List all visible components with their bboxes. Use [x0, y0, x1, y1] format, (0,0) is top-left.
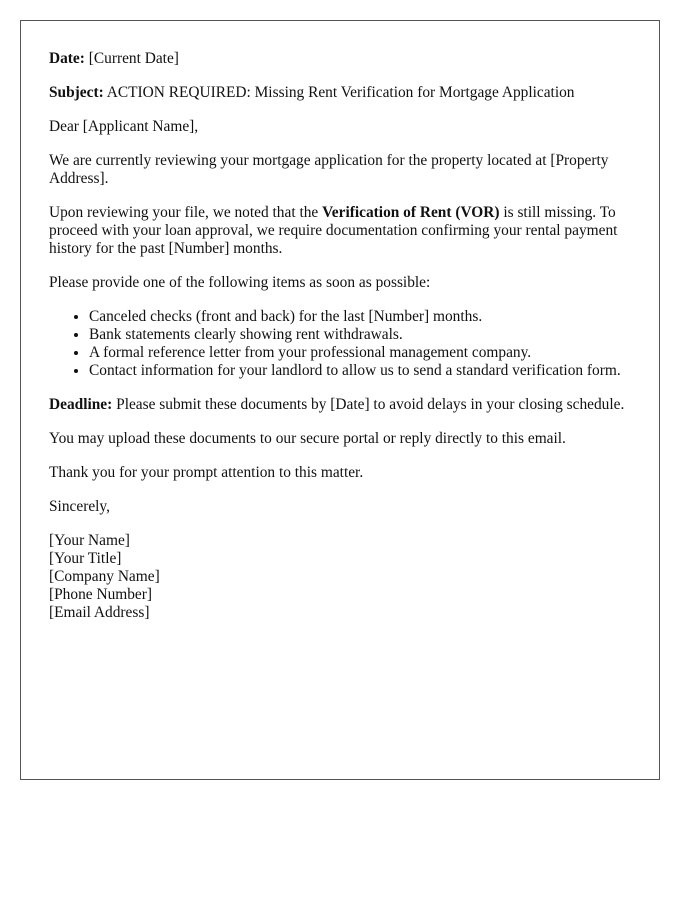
- letter-body: [20, 20, 660, 780]
- list-item: • Contact information for your landlord to allow us to send a standard verification form.: [89, 362, 631, 380]
- thanks-paragraph: Thank you for your prompt attention to this matter.: [49, 464, 364, 481]
- closing: Sincerely,: [49, 498, 110, 515]
- signature-title: [Your Title]: [49, 550, 122, 567]
- list-item: • Canceled checks (front and back) for the last [Number] months.: [89, 308, 631, 326]
- signature-block: [49, 532, 631, 622]
- intro-paragraph: We are currently reviewing your mortgage application for the property located at [Property Address].: [49, 152, 609, 187]
- review-text-before: Upon reviewing your file, we noted that the: [49, 204, 323, 221]
- deadline-label: Deadline:: [49, 396, 113, 413]
- date-value: [Current Date]: [84, 50, 179, 67]
- subject-label: Subject:: [49, 84, 104, 101]
- signature-phone: [Phone Number]: [49, 586, 153, 603]
- list-item: • A formal reference letter from your professional management company.: [89, 344, 631, 362]
- signature-email: [Email Address]: [49, 604, 150, 621]
- review-text-after: is still missing. To proceed with your loan approval, we require documentation confirming your rental payment history for the past [Number] months.: [49, 204, 618, 257]
- document-list: [49, 308, 631, 380]
- upload-paragraph: You may upload these documents to our secure portal or reply directly to this email.: [49, 430, 566, 447]
- deadline-value: Please submit these documents by [Date] to avoid delays in your closing schedule.: [112, 396, 625, 413]
- signature-name: [Your Name]: [49, 532, 130, 549]
- review-paragraph: [49, 204, 631, 258]
- date-line: [49, 50, 631, 68]
- deadline-line: [49, 396, 631, 414]
- request-paragraph: Please provide one of the following items as soon as possible:: [49, 274, 431, 291]
- date-label: Date:: [49, 50, 85, 67]
- vor-emphasis: Verification of Rent (VOR): [322, 204, 500, 221]
- greeting: Dear [Applicant Name],: [49, 118, 199, 135]
- subject-line: [49, 84, 631, 102]
- signature-company: [Company Name]: [49, 568, 160, 585]
- subject-value: ACTION REQUIRED: Missing Rent Verification for Mortgage Application: [103, 84, 575, 101]
- list-item: • Bank statements clearly showing rent withdrawals.: [89, 326, 631, 344]
